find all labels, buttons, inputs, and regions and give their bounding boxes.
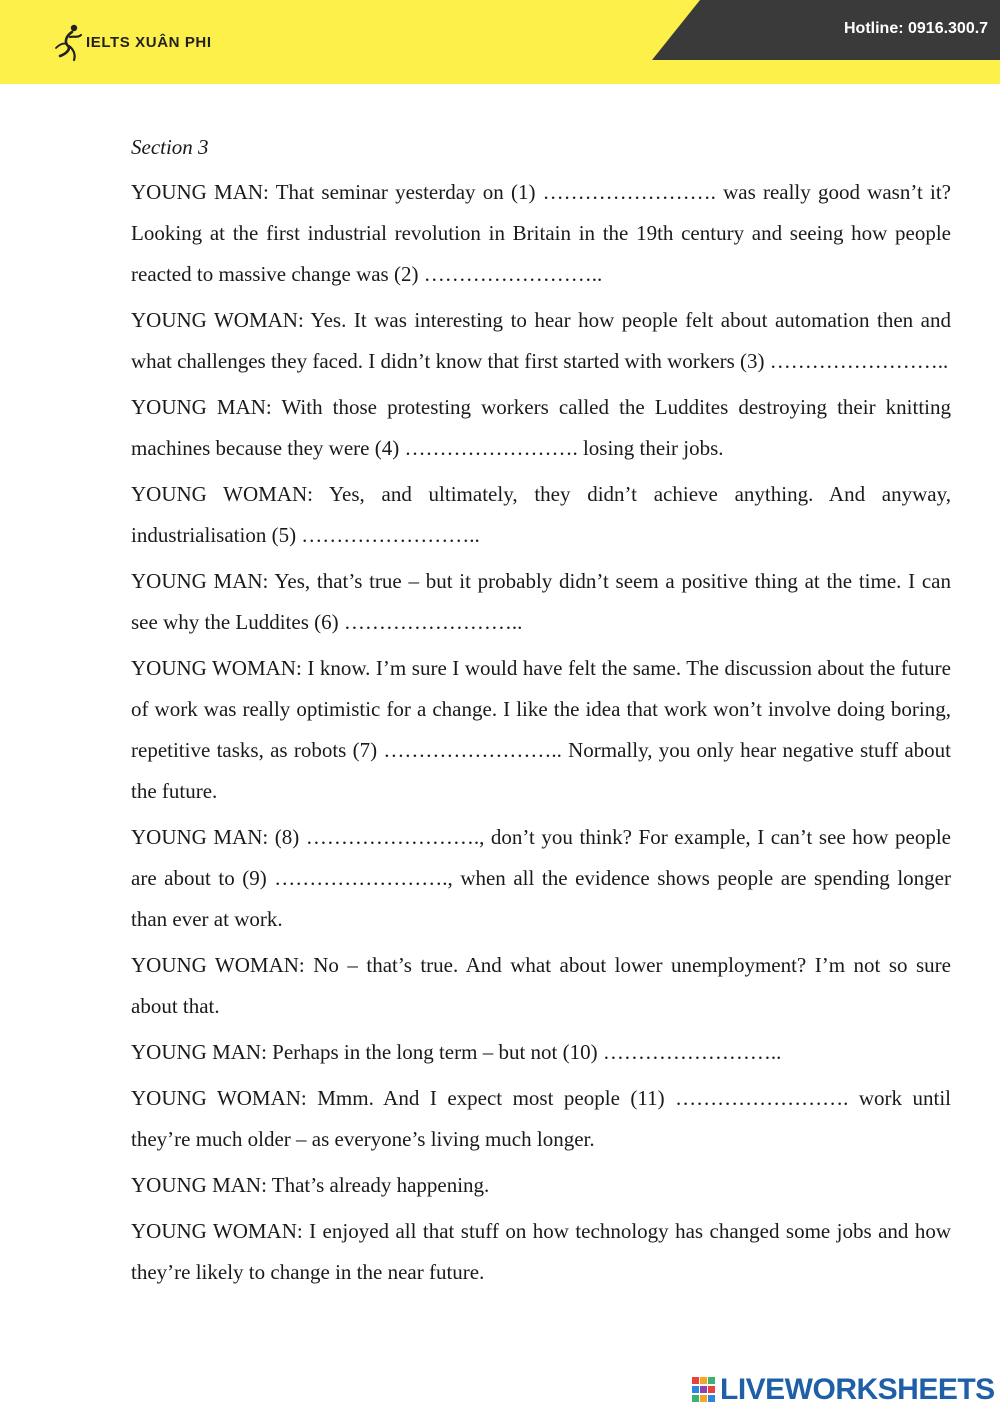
dialogue-paragraph: YOUNG WOMAN: I enjoyed all that stuff on how technology has changed some jobs and how they’re likely to change in the near future. — [131, 1219, 951, 1284]
dialogue-paragraph: YOUNG WOMAN: I know. I’m sure I would have felt the same. The discussion about the future of work was really optimistic for a change. I like the idea that work won’t involve doing boring, repetitive tasks, as robots (7) …………………….. Normally, you only hear negative stuff about the future. — [131, 656, 951, 803]
liveworksheets-wordmark: LIVEWORKSHEETS — [720, 1373, 995, 1406]
dialogue-paragraph: YOUNG WOMAN: No – that’s true. And what about lower unemployment? I’m not so sure about that. — [131, 953, 951, 1018]
dialogue-paragraph: YOUNG WOMAN: Yes. It was interesting to hear how people felt about automation then and what challenges they faced. I didn’t know that first started with workers (3) …………………….. — [131, 308, 951, 373]
dialogue-paragraph: YOUNG WOMAN: Mmm. And I expect most people (11) ……………………. work until they’re much older – as everyone’s living much longer. — [131, 1086, 951, 1151]
document-body — [131, 128, 951, 1298]
dialogue-paragraph: YOUNG MAN: That’s already happening. — [131, 1173, 490, 1197]
dialogue-paragraph: YOUNG MAN: (8) ……………………., don’t you think? For example, I can’t see how people are about to (9) ……………………., when all the evidence shows people are spending longer than ever at work. — [131, 825, 951, 931]
color-grid-icon — [692, 1377, 716, 1403]
section-title: Section 3 — [131, 135, 209, 159]
header-banner — [0, 0, 1000, 84]
dialogue-paragraph: YOUNG MAN: Perhaps in the long term – but not (10) …………………….. — [131, 1040, 782, 1064]
brand-logo — [52, 22, 212, 62]
brand-name: IELTS XUÂN PHI — [86, 33, 212, 51]
dialogue-paragraph: YOUNG MAN: With those protesting workers called the Luddites destroying their knitting machines because they were (4) ……………………. losing their jobs. — [131, 395, 951, 460]
hotline-text: Hotline: 0916.300.7 — [844, 20, 989, 37]
liveworksheets-logo — [692, 1372, 995, 1408]
running-figure-icon — [52, 22, 88, 62]
dialogue-paragraph: YOUNG WOMAN: Yes, and ultimately, they didn’t achieve anything. And anyway, industrialisation (5) …………………….. — [131, 482, 951, 547]
dialogue-paragraph: YOUNG MAN: Yes, that’s true – but it probably didn’t seem a positive thing at the time. I can see why the Luddites (6) …………………….. — [131, 569, 951, 634]
dialogue-paragraph: YOUNG MAN: That seminar yesterday on (1) ……………………. was really good wasn’t it? Looking at the first industrial revolution in Britain in the 19th century and seeing how people reacted to massive change was (2) …………………….. — [131, 180, 951, 286]
